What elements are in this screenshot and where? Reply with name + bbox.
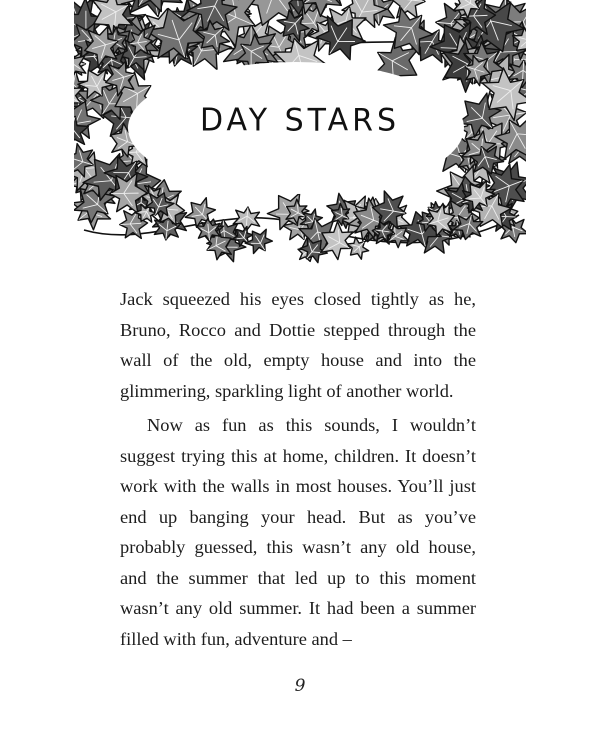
chapter-title: DAY STARS	[199, 102, 401, 139]
paragraph-2: Now as fun as this sounds, I wouldn’t suggest trying this at home, children. It doesn’t work with the walls in most houses. You’ll just end up banging your head. But as you’ve probably guessed, this wasn’t any old house, and the summer that led up to this moment wasn’t any old summer. It had been a summer filled with fun, adventure and –	[120, 415, 476, 649]
page-number: 9	[294, 676, 306, 696]
body-text	[120, 284, 476, 654]
paragraph-1: Jack squeezed his eyes closed tightly as he, Bruno, Rocco and Dottie stepped through the wall of the old, empty house and into the glimmering, sparkling light of another world.	[120, 289, 476, 401]
